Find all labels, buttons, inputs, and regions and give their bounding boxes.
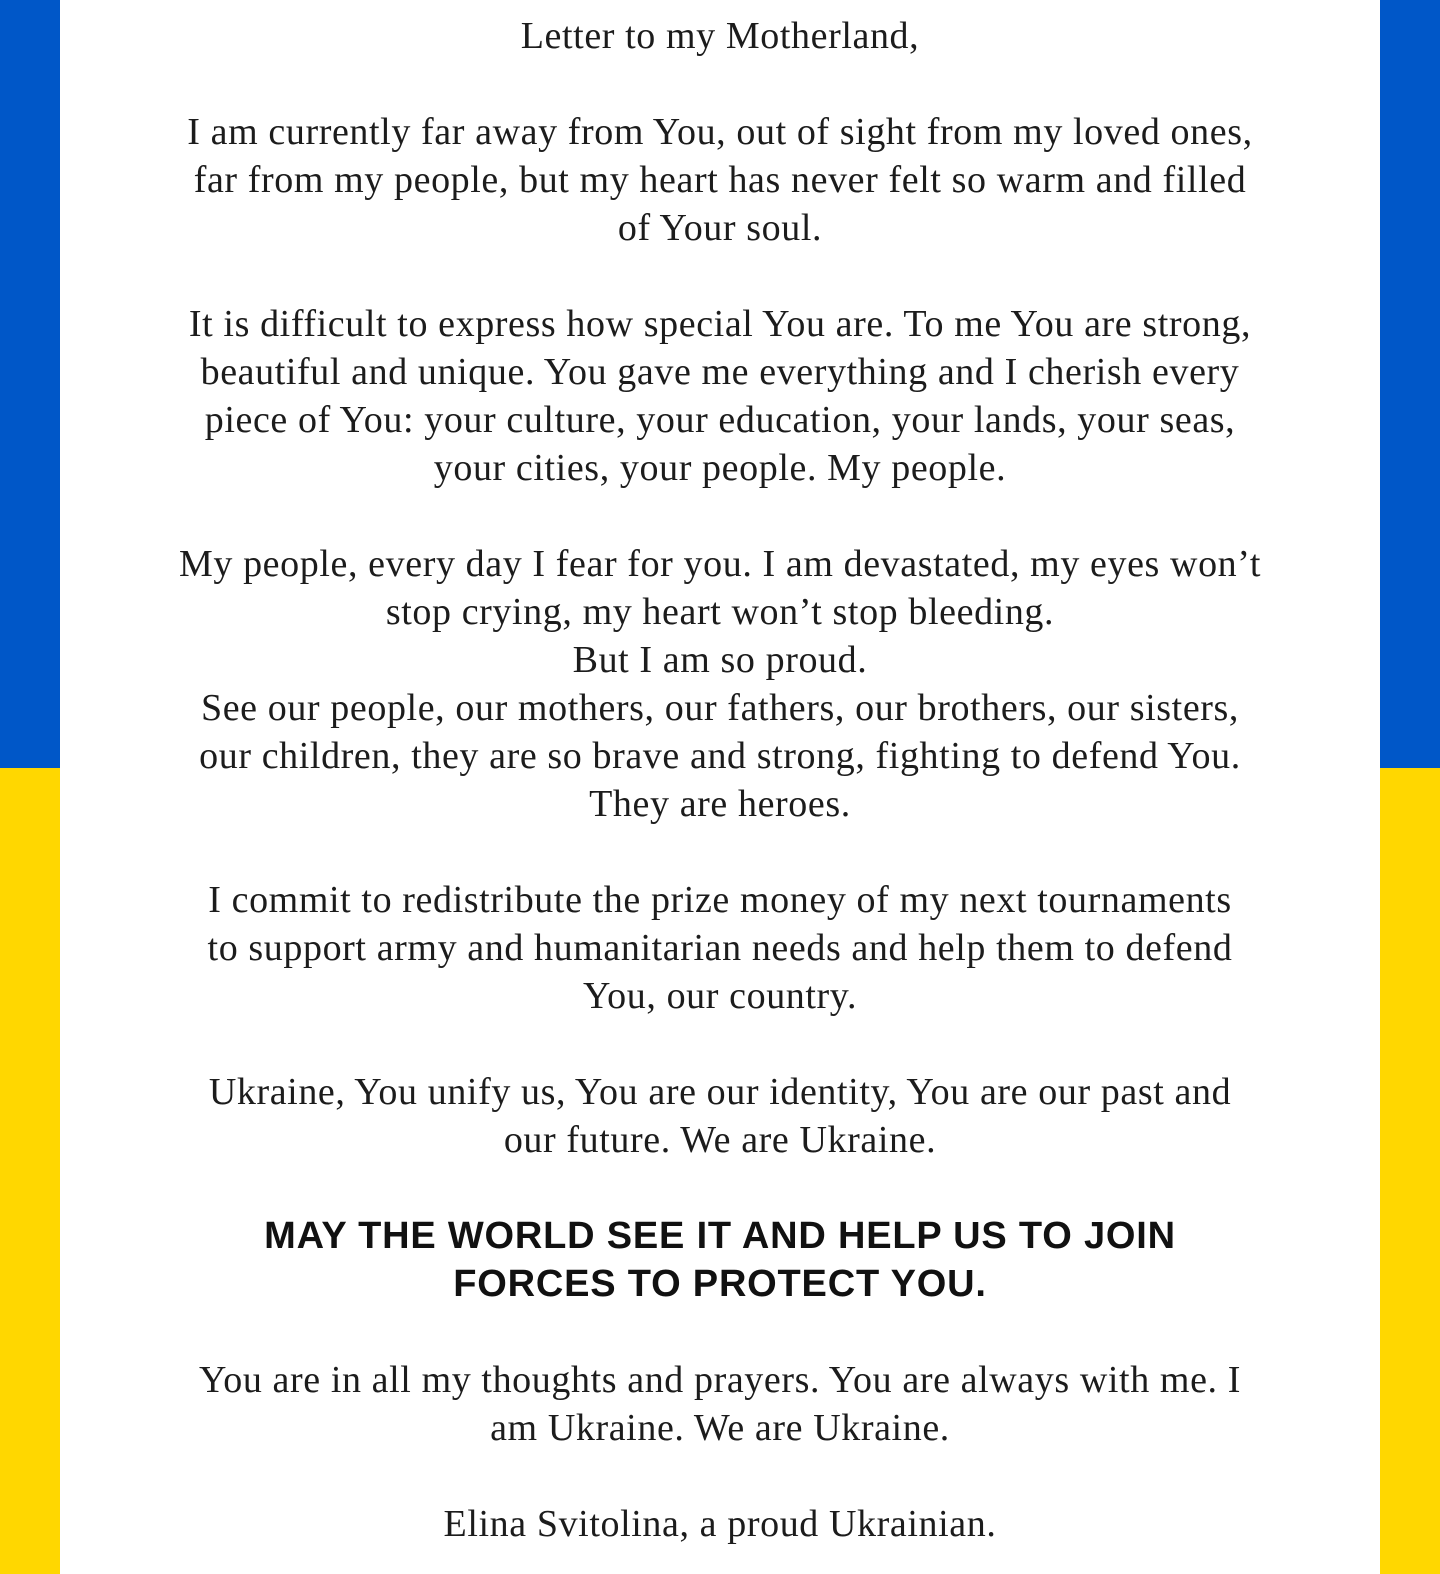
text-line: am Ukraine. We are Ukraine.: [490, 1407, 950, 1449]
text-line: beautiful and unique. You gave me everything and I cherish every: [200, 351, 1240, 393]
letter-body: [60, 0, 1380, 1574]
paragraph-ukraine-unify: [155, 1068, 1285, 1164]
text-line: They are heroes.: [589, 783, 851, 825]
text-line: Ukraine, You unify us, You are our identity, You are our past and: [208, 1071, 1232, 1113]
text-line: our future. We are Ukraine.: [503, 1119, 937, 1161]
text-line: to support army and humanitarian needs and help them to defend: [207, 927, 1233, 969]
paragraph-prize-money: [155, 876, 1285, 1020]
flag-band-right: [1380, 0, 1440, 1574]
text-line: It is difficult to express how special You are. To me You are strong,: [188, 303, 1252, 345]
letter-signature: Elina Svitolina, a proud Ukrainian.: [443, 1503, 997, 1545]
text-line: You, our country.: [582, 975, 858, 1017]
text-line: our children, they are so brave and strong, fighting to defend You.: [199, 735, 1241, 777]
text-line: My people, every day I fear for you. I am devastated, my eyes won’t: [178, 543, 1262, 585]
flag-yellow-stripe-right: [1380, 768, 1440, 1574]
flag-yellow-stripe-left: [0, 768, 60, 1574]
text-line: stop crying, my heart won’t stop bleeding.: [385, 591, 1055, 633]
text-line: But I am so proud.: [572, 639, 868, 681]
letter-greeting: Letter to my Motherland,: [520, 15, 920, 57]
text-line: piece of You: your culture, your education, your lands, your seas,: [204, 399, 1236, 441]
paragraph-spacer: [155, 1164, 1285, 1212]
appeal-line: FORCES TO PROTECT YOU.: [453, 1263, 987, 1305]
flag-blue-stripe-left: [0, 0, 60, 768]
text-line: of Your soul.: [617, 207, 823, 249]
text-line: You are in all my thoughts and prayers. You are always with me. I: [199, 1359, 1241, 1401]
appeal-line: MAY THE WORLD SEE IT AND HELP US TO JOIN: [264, 1215, 1176, 1257]
paragraph-special: [155, 300, 1285, 492]
flag-band-left: [0, 0, 60, 1574]
paragraph-spacer: [155, 60, 1285, 108]
text-line: See our people, our mothers, our fathers, our brothers, our sisters,: [200, 687, 1240, 729]
paragraph-spacer: [155, 1452, 1285, 1500]
flag-blue-stripe-right: [1380, 0, 1440, 768]
paragraph-spacer: [155, 1020, 1285, 1068]
paragraph-spacer: [155, 828, 1285, 876]
paragraph-spacer: [155, 252, 1285, 300]
paragraph-spacer: [155, 1308, 1285, 1356]
paragraph-spacer: [155, 492, 1285, 540]
appeal-heading: [155, 1212, 1285, 1308]
paragraph-my-people: [155, 540, 1285, 828]
text-line: far from my people, but my heart has never felt so warm and filled: [193, 159, 1247, 201]
paragraph-prayers: [155, 1356, 1285, 1452]
text-line: I commit to redistribute the prize money of my next tournaments: [208, 879, 1232, 921]
paragraph-far-away: [155, 108, 1285, 252]
text-line: I am currently far away from You, out of sight from my loved ones,: [187, 111, 1253, 153]
text-line: your cities, your people. My people.: [433, 447, 1007, 489]
